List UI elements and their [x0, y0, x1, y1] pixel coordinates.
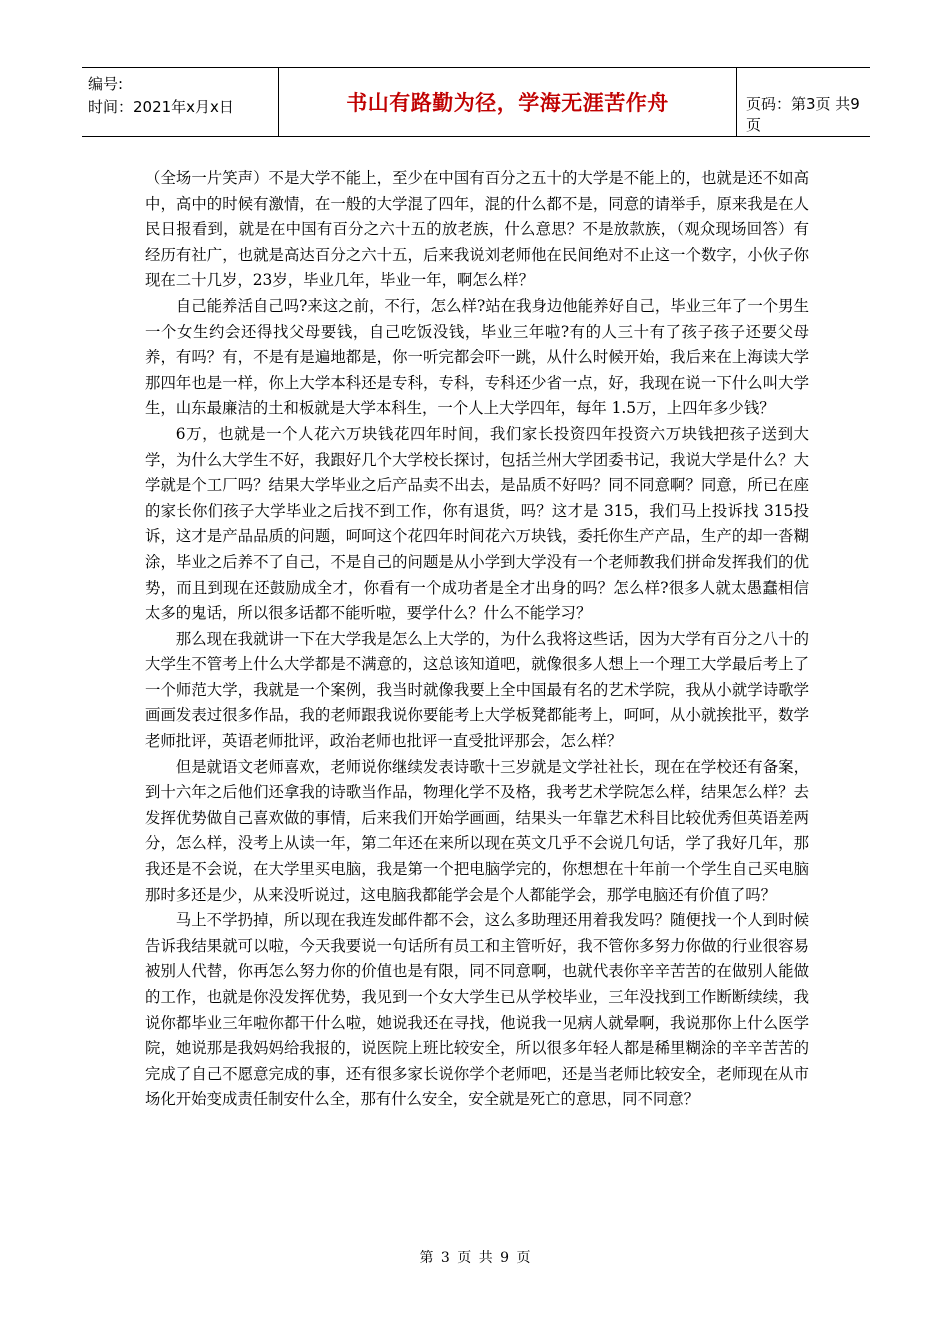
header-page-number: 页码：第3页 共9页 — [746, 95, 860, 134]
page-footer: 第 3 页 共 9 页 — [419, 1250, 531, 1266]
header-divider — [736, 68, 737, 136]
paragraph: 但是就语文老师喜欢，老师说你继续发表诗歌十三岁就是文学社社长，现在在学校还有备案，到十六年之后他们还拿我的诗歌当作品，物理化学不及格，我考艺术学院怎么样，结果怎么样？去发挥优势做自己喜欢做的事情，后来我们开始学画画，结果头一年靠艺术科目比较优秀但英语差两分，怎么样，没考上从读一年，第二年还在来所以现在英文几乎不会说几句话，学了我好几年，那我还是不会说，在大学里买电脑，我是第一个把电脑学完的，你想想在十年前一个学生自己买电脑那时多还是少，从来没听说过，这电脑我都能学会是个人都能学会，那学电脑还有价值了吗？ — [145, 757, 809, 904]
header-meta — [82, 68, 278, 136]
header-motto: 书山有路勤为径，学海无涯苦作舟 — [346, 91, 669, 115]
document-time-label: 时间：2021年x月x日 — [88, 98, 234, 116]
paragraph: 自己能养活自己吗?来这之前，不行，怎么样?站在我身边他能养好自己，毕业三年了一个男生一个女生约会还得找父母要钱，自己吃饭没钱，毕业三年啦?有的人三十有了孩子孩子还要父母养，有吗？有，不是有是遍地都是，你一听完都会吓一跳，从什么时候开始，我后来在上海读大学那四年也是一样，你上大学本科还是专科，专科，专科还少省一点，好，我现在说一下什么叫大学生，山东最廉洁的土和板就是大学本科生，一个人上大学四年，每年 1.5万，上四年多少钱？ — [145, 296, 809, 418]
paragraph: 马上不学扔掉，所以现在我连发邮件都不会，这么多助理还用着我发吗？随便找一个人到时候告诉我结果就可以啦，今天我要说一句话所有员工和主管听好，我不管你多努力你做的行业很容易被别人代替，你再怎么努力你的价值也是有限，同不同意啊，也就代表你辛辛苦苦的在做别人能做的工作，也就是你没发挥优势，我见到一个女大学生已从学校毕业，三年没找到工作断断续续，我说你都毕业三年啦你都干什么啦，她说我还在寻找，他说我一见病人就晕啊，我说那你上什么医学院，她说那是我妈妈给我报的，说医院上班比较安全，所以很多年轻人都是稀里糊涂的辛辛苦苦的完成了自己不愿意完成的事，还有很多家长说你学个老师吧，还是当老师比较安全，老师现在从市场化开始变成责任制安什么全，那有什么安全，安全就是死亡的意思，同不同意？ — [145, 911, 809, 1109]
page-header — [82, 67, 870, 137]
paragraph: （全场一片笑声）不是大学不能上，至少在中国有百分之五十的大学是不能上的，也就是还不如高中，高中的时候有激情，在一般的大学混了四年，混的什么都不是，同意的请举手，原来我是在人民日报看到，就是在中国有百分之六十五的放老族，什么意思？不是放款族，（观众现场回答）有经历有社广，也就是高达百分之六十五，后来我说刘老师他在民间绝对不止这一个数字，小伙子你现在二十几岁，23岁，毕业几年，毕业一年，啊怎么样？ — [145, 169, 809, 290]
document-body — [145, 166, 809, 1113]
document-number-label: 编号: — [88, 75, 124, 93]
paragraph: 那么现在我就讲一下在大学我是怎么上大学的，为什么我将这些话，因为大学有百分之八十的大学生不管考上什么大学都是不满意的，这总该知道吧，就像很多人想上一个理工大学最后考上了一个师范大学，我就是一个案例，我当时就像我要上全中国最有名的艺术学院，我从小就学诗歌学画画发表过很多作品，我的老师跟我说你要能考上大学板凳都能考上，呵呵，从小就挨批平，数学老师批评，英语老师批评，政治老师也批评一直受批评那会，怎么样？ — [145, 629, 809, 751]
paragraph: 6万，也就是一个人花六万块钱花四年时间，我们家长投资四年投资六万块钱把孩子送到大学，为什么大学生不好，我跟好几个大学校长探讨，包括兰州大学团委书记，我说大学是什么？大学就是个工厂吗？结果大学毕业之后产品卖不出去，是品质不好吗？同不同意啊？同意，所已在座的家长你们孩子大学毕业之后找不到工作，你有退货，吗？这才是 315，我们马上投诉找 315投诉，这才是产品品质的问题，呵呵这个花四年时间花六万块钱，委托你生产产品，生产的却一沓糊涂，毕业之后养不了自己，不是自己的问题是从小学到大学没有一个老师教我们拼命发挥我们的优势，而且到现在还鼓励成全才，你看有一个成功者是全才出身的吗？怎么样?很多人就太愚蠢相信太多的鬼话，所以很多话都不能听啦，要学什么？什么不能学习？ — [145, 424, 809, 623]
